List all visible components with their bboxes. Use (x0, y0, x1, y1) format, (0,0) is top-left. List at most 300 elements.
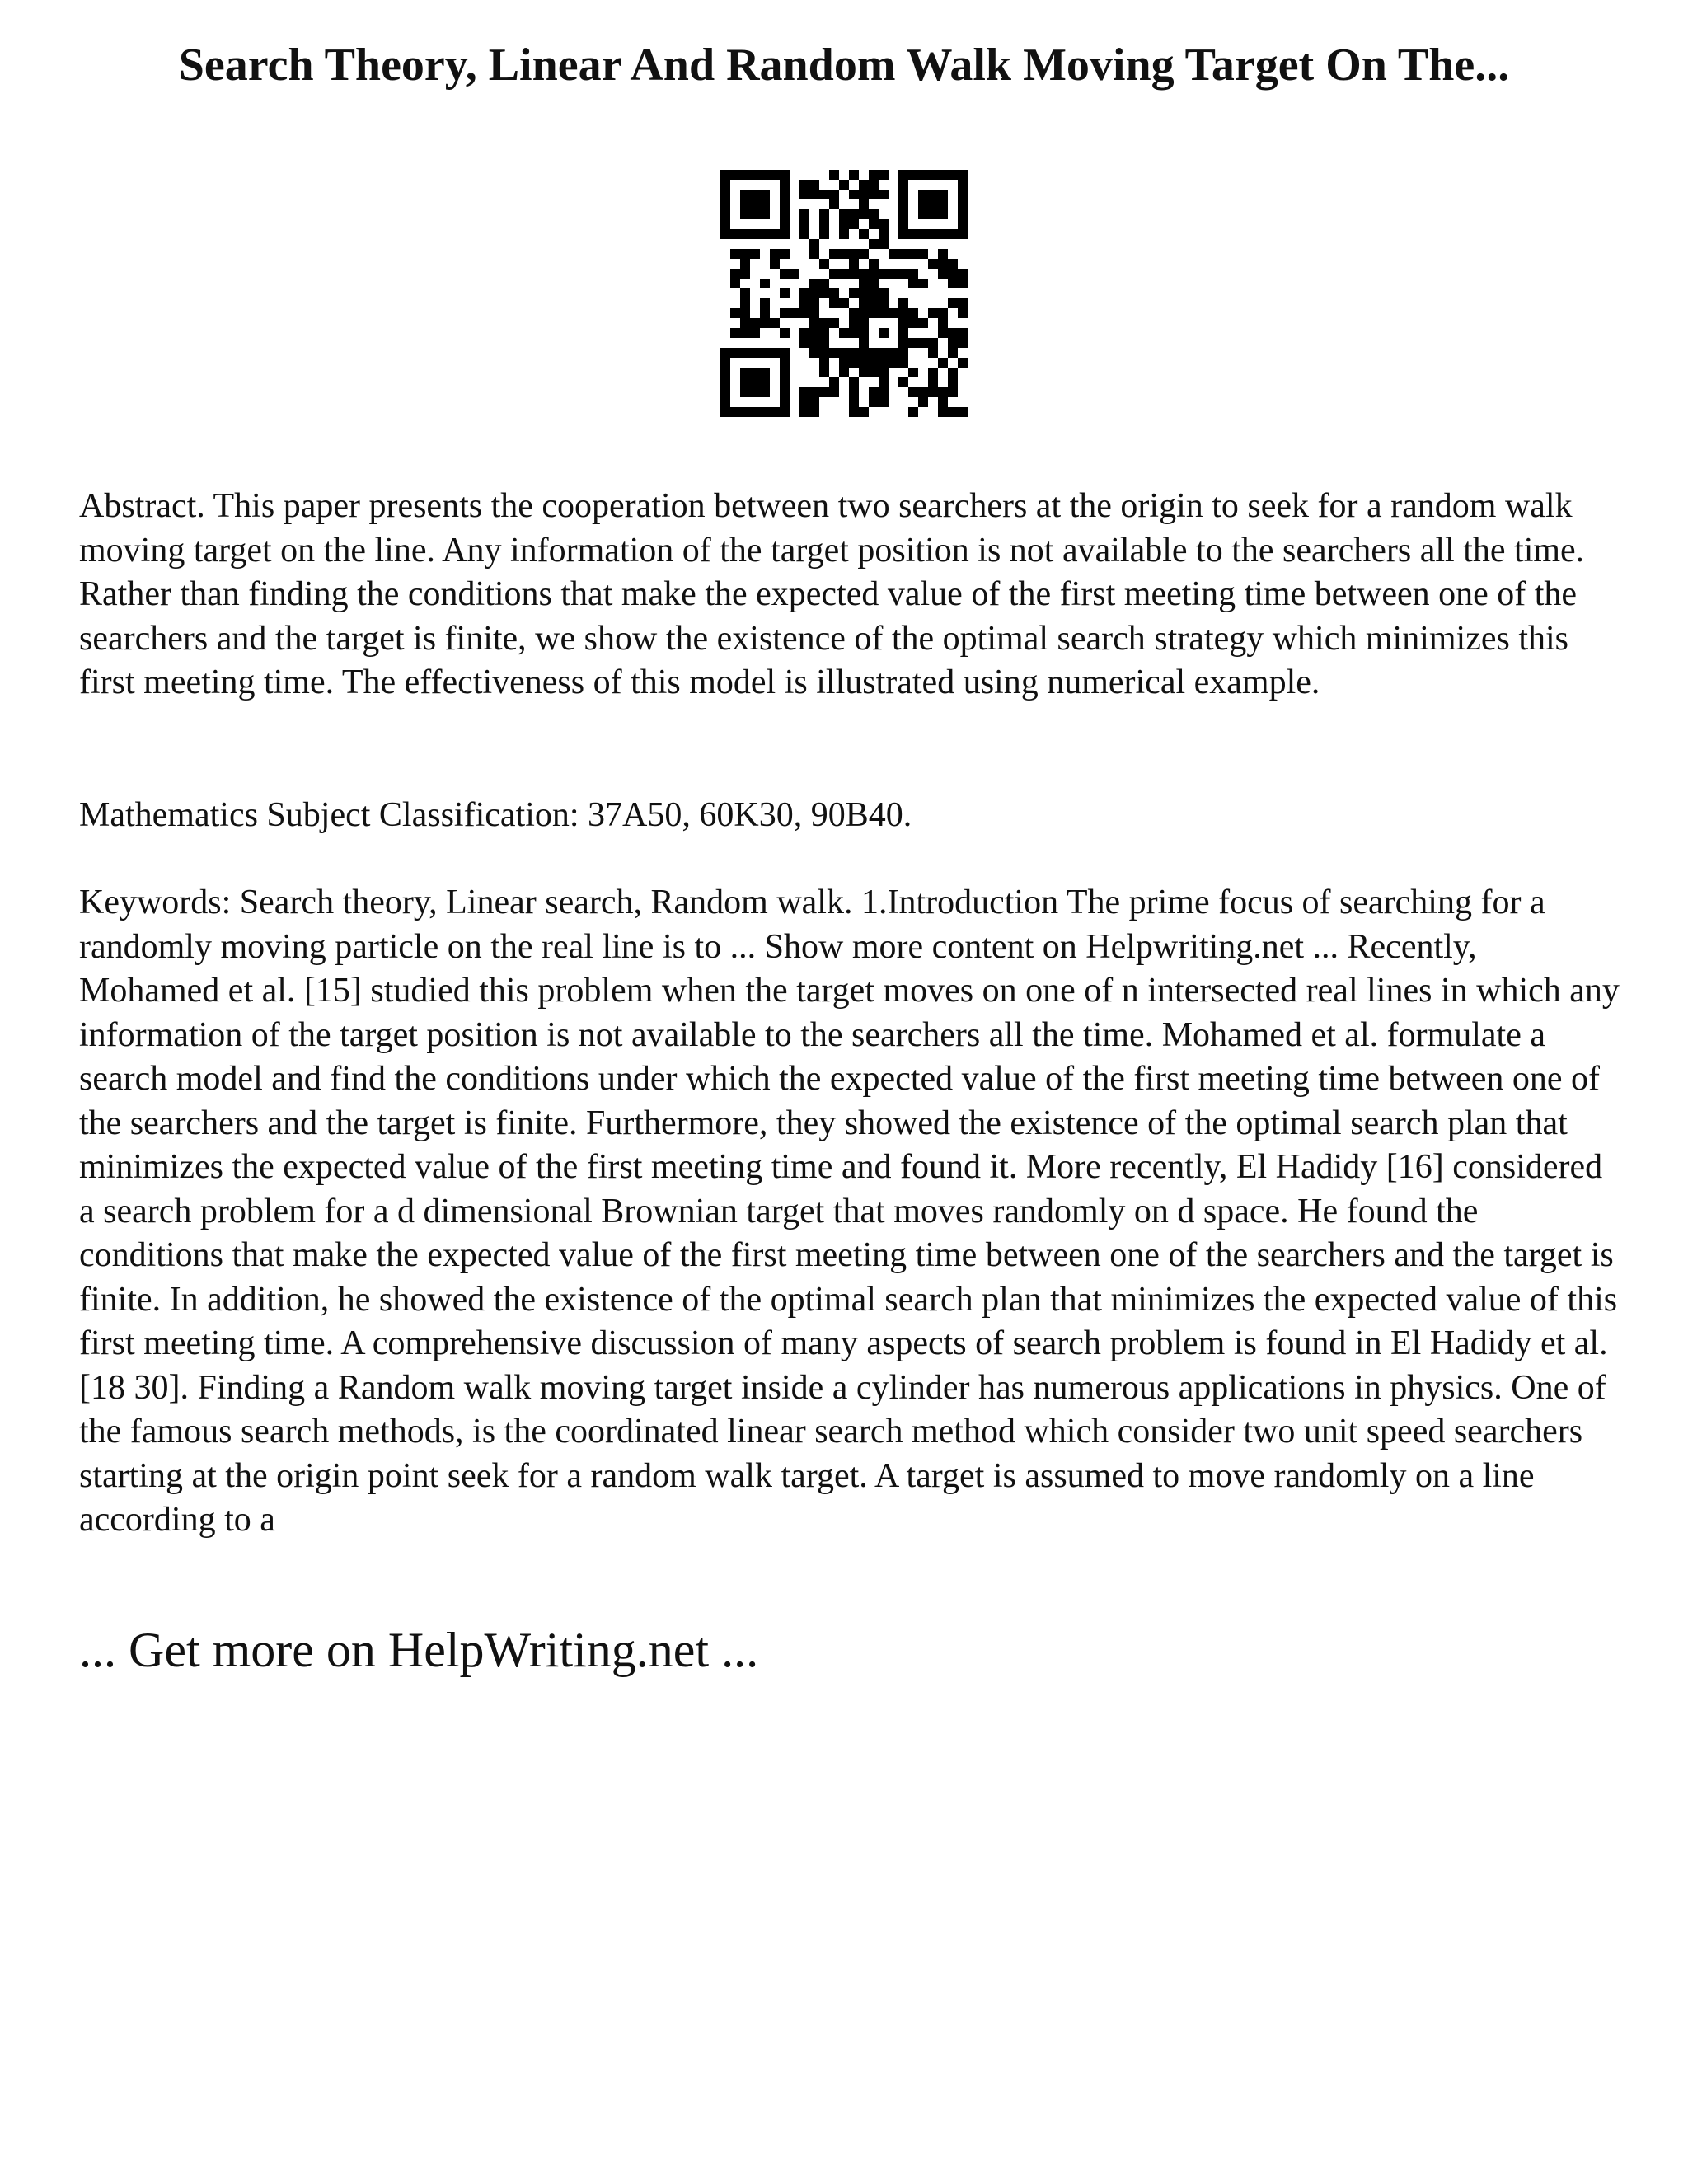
qr-module (839, 298, 849, 308)
qr-module (889, 358, 898, 368)
qr-module (859, 288, 869, 298)
qr-module (730, 170, 740, 180)
qr-module (879, 387, 889, 397)
qr-module (928, 229, 938, 239)
qr-module (799, 288, 809, 298)
qr-module (938, 308, 948, 318)
qr-module (908, 387, 918, 397)
qr-module (948, 279, 958, 288)
qr-module (740, 407, 750, 417)
qr-module (859, 199, 869, 209)
qr-module (908, 170, 918, 180)
qr-module (780, 180, 790, 190)
qr-module (898, 377, 908, 387)
qr-module (740, 318, 750, 328)
qr-module (780, 368, 790, 377)
qr-module (908, 338, 918, 348)
qr-module (720, 407, 730, 417)
qr-module (898, 308, 908, 318)
qr-module (918, 190, 928, 199)
qr-module (948, 259, 958, 269)
qr-module (958, 209, 968, 219)
qr-module (740, 249, 750, 259)
qr-module (908, 368, 918, 377)
qr-module (809, 239, 819, 249)
qr-module (760, 387, 770, 397)
qr-module (809, 298, 819, 308)
qr-module (938, 170, 948, 180)
qr-module (720, 377, 730, 387)
qr-module (780, 407, 790, 417)
qr-module (948, 387, 958, 397)
qr-module (898, 180, 908, 190)
qr-module (819, 259, 829, 269)
qr-module (938, 259, 948, 269)
qr-module (839, 368, 849, 377)
qr-module (809, 338, 819, 348)
qr-module (918, 229, 928, 239)
qr-module (760, 229, 770, 239)
subject-classification: Mathematics Subject Classification: 37A50, 60K30, 90B40. (79, 796, 912, 834)
qr-module (938, 209, 948, 219)
qr-module (780, 358, 790, 368)
qr-module (760, 209, 770, 219)
qr-module (740, 190, 750, 199)
qr-module (730, 348, 740, 358)
qr-module (829, 318, 839, 328)
qr-module (780, 328, 790, 338)
qr-module (928, 190, 938, 199)
qr-module (829, 387, 839, 397)
qr-module (770, 229, 780, 239)
qr-module (958, 308, 968, 318)
qr-module (869, 190, 879, 199)
qr-module (819, 209, 829, 219)
qr-module (829, 377, 839, 387)
qr-module (799, 229, 809, 239)
qr-module (780, 288, 790, 298)
qr-module (958, 170, 968, 180)
qr-module (928, 308, 938, 318)
qr-module (879, 190, 889, 199)
qr-module (859, 269, 869, 279)
qr-module (938, 318, 948, 328)
qr-module (740, 377, 750, 387)
qr-module (750, 368, 760, 377)
qr-module (898, 348, 908, 358)
qr-module (879, 377, 889, 387)
qr-module (720, 387, 730, 397)
qr-module (760, 348, 770, 358)
qr-module (869, 358, 879, 368)
qr-module (948, 229, 958, 239)
qr-module (740, 288, 750, 298)
qr-module (829, 269, 839, 279)
qr-module (879, 358, 889, 368)
qr-module (849, 348, 859, 358)
qr-module (740, 298, 750, 308)
qr-module (740, 209, 750, 219)
qr-module (799, 397, 809, 407)
qr-module (859, 368, 869, 377)
qr-module (770, 170, 780, 180)
qr-module (760, 308, 770, 318)
qr-module (889, 308, 898, 318)
qr-module (829, 170, 839, 180)
qr-module (928, 338, 938, 348)
qr-module (790, 269, 799, 279)
qr-module (879, 170, 889, 180)
qr-module (938, 358, 948, 368)
qr-module (809, 308, 819, 318)
qr-module (750, 328, 760, 338)
qr-module (898, 209, 908, 219)
qr-module (750, 348, 760, 358)
qr-module (780, 190, 790, 199)
qr-module (938, 328, 948, 338)
qr-module (760, 190, 770, 199)
qr-module (869, 308, 879, 318)
qr-module (908, 318, 918, 328)
qr-module (799, 387, 809, 397)
qr-module (819, 288, 829, 298)
qr-module (948, 368, 958, 377)
qr-module (859, 180, 869, 190)
qr-module (809, 288, 819, 298)
qr-module (809, 180, 819, 190)
get-more-link[interactable]: ... Get more on HelpWriting.net ... (79, 1623, 759, 1677)
qr-module (938, 229, 948, 239)
qr-module (869, 209, 879, 219)
qr-module (918, 387, 928, 397)
qr-module (819, 358, 829, 368)
qr-module (799, 219, 809, 229)
qr-module (958, 229, 968, 239)
qr-module (780, 170, 790, 180)
qr-module (799, 209, 809, 219)
qr-module (730, 229, 740, 239)
qr-module (799, 190, 809, 199)
qr-module (849, 190, 859, 199)
qr-module (829, 348, 839, 358)
qr-module (730, 249, 740, 259)
qr-module (938, 249, 948, 259)
qr-module (948, 338, 958, 348)
qr-module (780, 249, 790, 259)
qr-module (780, 397, 790, 407)
qr-module (720, 190, 730, 199)
qr-module (740, 259, 750, 269)
qr-module (799, 308, 809, 318)
qr-module (898, 269, 908, 279)
qr-module (908, 308, 918, 318)
qr-module (750, 407, 760, 417)
qr-module (879, 348, 889, 358)
qr-module (938, 407, 948, 417)
qr-module (760, 170, 770, 180)
qr-module (849, 170, 859, 180)
qr-module (750, 229, 760, 239)
qr-module (849, 259, 859, 269)
qr-module (928, 348, 938, 358)
qr-module (760, 407, 770, 417)
qr-module (760, 377, 770, 387)
qr-module (730, 269, 740, 279)
qr-module (799, 407, 809, 417)
qr-module (750, 387, 760, 397)
qr-module (859, 358, 869, 368)
qr-module (829, 288, 839, 298)
qr-module (740, 269, 750, 279)
qr-module (898, 249, 908, 259)
qr-module (918, 338, 928, 348)
qr-module (928, 209, 938, 219)
page-title: Search Theory, Linear And Random Walk Moving Target On The... (178, 40, 1510, 91)
qr-module (819, 219, 829, 229)
qr-module (859, 190, 869, 199)
qr-module (849, 308, 859, 318)
qr-module (829, 199, 839, 209)
qr-module (869, 387, 879, 397)
qr-module (859, 279, 869, 288)
qr-module (829, 249, 839, 259)
qr-module (809, 318, 819, 328)
qr-module (849, 249, 859, 259)
qr-module (780, 209, 790, 219)
qr-module (928, 199, 938, 209)
qr-module (740, 328, 750, 338)
qr-module (839, 358, 849, 368)
qr-module (879, 269, 889, 279)
qr-module (780, 377, 790, 387)
qr-module (849, 358, 859, 368)
qr-module (859, 209, 869, 219)
qr-module (819, 279, 829, 288)
qr-module (879, 397, 889, 407)
qr-module (869, 279, 879, 288)
qr-module (819, 387, 829, 397)
qr-module (938, 269, 948, 279)
qr-module (849, 387, 859, 397)
qr-module (958, 338, 968, 348)
qr-module (730, 279, 740, 288)
qr-module (799, 180, 809, 190)
qr-module (859, 318, 869, 328)
qr-module (908, 269, 918, 279)
qr-module (948, 377, 958, 387)
qr-module (898, 338, 908, 348)
qr-module (780, 348, 790, 358)
qr-module (869, 239, 879, 249)
qr-module (898, 318, 908, 328)
qr-module (938, 199, 948, 209)
qr-module (948, 298, 958, 308)
qr-module (958, 199, 968, 209)
qr-module (839, 229, 849, 239)
qr-module (928, 170, 938, 180)
qr-module (809, 407, 819, 417)
qr-module (819, 338, 829, 348)
qr-module (760, 368, 770, 377)
qr-module (730, 308, 740, 318)
qr-module (849, 377, 859, 387)
qr-module (819, 348, 829, 358)
qr-module (730, 407, 740, 417)
qr-module (829, 298, 839, 308)
qr-module (958, 407, 968, 417)
qr-module (750, 209, 760, 219)
qr-module (859, 328, 869, 338)
qr-module (889, 348, 898, 358)
qr-module (839, 209, 849, 219)
qr-module (859, 348, 869, 358)
qr-module (889, 269, 898, 279)
qr-module (898, 219, 908, 229)
qr-module (809, 190, 819, 199)
qr-module (938, 190, 948, 199)
qr-module (908, 249, 918, 259)
qr-module (720, 368, 730, 377)
qr-module (720, 358, 730, 368)
qr-module (859, 249, 869, 259)
qr-module (889, 249, 898, 259)
qr-module (928, 259, 938, 269)
qr-module (849, 407, 859, 417)
qr-module (898, 199, 908, 209)
qr-module (879, 219, 889, 229)
qr-module (948, 328, 958, 338)
qr-module (898, 328, 908, 338)
qr-module (740, 387, 750, 397)
qr-module (839, 180, 849, 190)
qr-module (958, 328, 968, 338)
qr-module (948, 170, 958, 180)
qr-module (859, 308, 869, 318)
qr-module (829, 190, 839, 199)
qr-module (770, 318, 780, 328)
qr-module (750, 249, 760, 259)
qr-module (908, 279, 918, 288)
qr-module (948, 269, 958, 279)
qr-module (809, 397, 819, 407)
qr-module (819, 229, 829, 239)
qr-module (879, 308, 889, 318)
qr-module (750, 170, 760, 180)
qr-module (740, 199, 750, 209)
qr-code-icon[interactable] (720, 170, 968, 417)
qr-module (809, 279, 819, 288)
qr-module (839, 269, 849, 279)
qr-module (859, 338, 869, 348)
qr-module (819, 318, 829, 328)
qr-module (809, 348, 819, 358)
qr-module (948, 348, 958, 358)
qr-module (879, 229, 889, 239)
qr-module (859, 298, 869, 308)
qr-module (849, 269, 859, 279)
qr-module (948, 407, 958, 417)
qr-module (918, 397, 928, 407)
qr-module (898, 358, 908, 368)
qr-module (720, 199, 730, 209)
qr-module (799, 328, 809, 338)
qr-module (760, 318, 770, 328)
qr-module (879, 328, 889, 338)
qr-module (760, 298, 770, 308)
qr-module (799, 298, 809, 308)
qr-module (898, 229, 908, 239)
qr-module (780, 229, 790, 239)
qr-module (918, 199, 928, 209)
qr-code-graphic (720, 170, 968, 417)
qr-module (869, 180, 879, 190)
qr-module (918, 249, 928, 259)
qr-module (780, 219, 790, 229)
qr-module (740, 368, 750, 377)
qr-module (780, 387, 790, 397)
qr-module (958, 269, 968, 279)
qr-module (720, 170, 730, 180)
qr-module (740, 348, 750, 358)
qr-module (720, 219, 730, 229)
qr-module (898, 170, 908, 180)
qr-module (918, 209, 928, 219)
qr-module (839, 249, 849, 259)
qr-module (859, 229, 869, 239)
qr-module (750, 377, 760, 387)
qr-module (918, 170, 928, 180)
qr-module (720, 397, 730, 407)
qr-module (809, 387, 819, 397)
qr-module (750, 199, 760, 209)
qr-module (799, 338, 809, 348)
qr-module (908, 229, 918, 239)
qr-module (809, 249, 819, 259)
qr-module (819, 190, 829, 199)
qr-module (740, 229, 750, 239)
qr-module (869, 288, 879, 298)
qr-module (839, 219, 849, 229)
qr-module (839, 348, 849, 358)
qr-module (879, 368, 889, 377)
qr-module (928, 377, 938, 387)
qr-module (839, 328, 849, 338)
qr-module (790, 308, 799, 318)
qr-module (918, 279, 928, 288)
qr-module (938, 397, 948, 407)
qr-module (869, 368, 879, 377)
qr-module (869, 259, 879, 269)
qr-module (730, 328, 740, 338)
qr-module (869, 348, 879, 358)
keywords-introduction-paragraph: Keywords: Search theory, Linear search, Random walk. 1.Introduction The prime focus of searching for a randomly moving particle on the real line is to ... Show more content on Helpwriting.net ... Recently, Mohamed et al. [15] studied this problem when the target moves on one of n intersected real lines in which any information of the target position is not available to the searchers all the time. Mohamed et al. formulate a search model and find the conditions under which the expected value of the first meeting time between one of the searchers and the target is finite. Furthermore, they showed the existence of the optimal search plan that minimizes the expected value of the first meeting time and found it. More recently, El Hadidy [16] considered a search problem for a d dimensional Brownian target that moves randomly on d space. He found the conditions that make the expected value of the first meeting time between one of the searchers and the target is finite. In addition, he showed the existence of the optimal search plan that minimizes the expected value of this first meeting time. A comprehensive discussion of many aspects of search problem is found in El Hadidy et al. [18 30]. Finding a Random walk moving target inside a cylinder has numerous applications in physics. One of the famous search methods, is the coordinated linear search method which consider two unit speed searchers starting at the origin point seek for a random walk target. A target is assumed to move randomly on a line according to a (79, 883, 1620, 1539)
qr-module (720, 209, 730, 219)
qr-module (918, 318, 928, 328)
qr-module (780, 308, 790, 318)
qr-module (869, 219, 879, 229)
qr-module (958, 180, 968, 190)
qr-module (770, 348, 780, 358)
qr-module (740, 308, 750, 318)
qr-module (780, 199, 790, 209)
qr-module (720, 180, 730, 190)
qr-module (898, 298, 908, 308)
qr-module (849, 209, 859, 219)
qr-module (908, 407, 918, 417)
qr-module (770, 407, 780, 417)
qr-module (859, 407, 869, 417)
qr-module (780, 269, 790, 279)
